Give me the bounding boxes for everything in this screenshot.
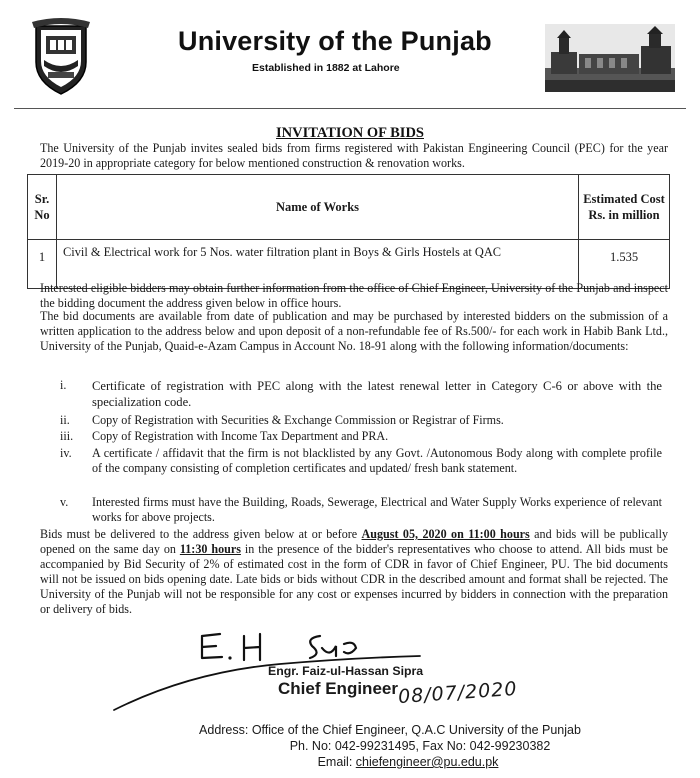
table-header-row [28, 175, 670, 240]
phone-line: Ph. No: 042-99231495, Fax No: 042-99230382 [289, 739, 551, 753]
list-item-number: iv. [60, 446, 72, 460]
list-item-number: i. [60, 378, 67, 392]
opening-time: 11:30 hours [179, 542, 241, 556]
email-line [58, 755, 700, 769]
submission-text-c: in the presence of the bidder's representatives who choose to attend. All bids must be accompanied by Bid Security of 2% of estimated cost in the form of CDR in favor of Chief Engineer, PU. The bid documents will not be issued on bids opening date. Late bids or bids without CDR in the described amount and format shall be rejected. The University of the Punjab will not be responsible for any cost or expenses incurred by bidders in connection with the preparation or delivery of bids. [40, 542, 668, 616]
submission-text-a: Bids must be delivered to the address given below at or before [40, 527, 362, 541]
university-crest-icon [30, 16, 92, 96]
university-title: University of the Punjab [178, 26, 492, 56]
signature-date: 08/07/2020 [397, 677, 519, 709]
university-building-icon [545, 24, 675, 92]
documents-paragraph: The bid documents are available from date of publication and may be purchased by interested bidders on the submission of a written application to the address below and upon deposit of a non-refundable fee of Rs.500/- for each work in Habib Bank Ltd., University of the Punjab, Quaid-e-Azam Campus in Account No. 18-91 along with the following information/documents: [40, 309, 668, 353]
list-item-number: iii. [60, 429, 74, 443]
list-item-number: v. [60, 495, 69, 509]
list-item-text: Copy of Registration with Securities & Exchange Commission or Registrar of Firms. [92, 413, 504, 427]
established-line: Established in 1882 at Lahore [252, 62, 400, 74]
list-item-number: ii. [60, 413, 70, 427]
col-name-of-works: Name of Works [57, 175, 579, 240]
address-line: Address: Office of the Chief Engineer, Q.A.C University of the Punjab [199, 723, 581, 737]
row-work-name: Civil & Electrical work for 5 Nos. water filtration plant in Boys & Girls Hostels at QAC [57, 240, 579, 289]
submission-paragraph [40, 527, 668, 617]
list-item-text: Copy of Registration with Income Tax Department and PRA. [92, 429, 389, 443]
signatory-role: Chief Engineer [278, 679, 398, 698]
header-divider [14, 108, 686, 109]
works-table [27, 174, 670, 289]
email-link[interactable]: chiefengineer@pu.edu.pk [355, 755, 499, 769]
notice-title: INVITATION OF BIDS [276, 125, 424, 141]
notice-intro: The University of the Punjab invites sealed bids from firms registered with Pakistan Engineering Council (PEC) for the year 2019-20 in appropriate category for below mentioned construction & renovation works. [40, 141, 668, 170]
row-estimated-cost: 1.535 [579, 240, 670, 289]
email-label: Email: [317, 755, 356, 769]
col-estimated-cost: Estimated Cost Rs. in million [579, 175, 670, 240]
list-item-text: Interested firms must have the Building, Roads, Sewerage, Electrical and Water Supply Works experience of relevant works for above projects. [92, 495, 662, 524]
list-item-text: Certificate of registration with PEC along with the latest renewal letter in Category C-6 or above with the specialization code. [92, 379, 662, 409]
info-paragraph: Interested eligible bidders may obtain further information from the office of Chief Engineer, University of the Punjab and inspect the bidding document the address given below in office hours. [40, 281, 668, 310]
submission-deadline: August 05, 2020 on 11:00 hours [361, 527, 530, 541]
signatory-name: Engr. Faiz-ul-Hassan Sipra [268, 664, 424, 678]
submission-text-b: and bids will be publically opened on the same day on [40, 527, 668, 556]
row-sr-no: 1 [28, 240, 57, 289]
list-item-text: A certificate / affidavit that the firm is not blacklisted by any Govt. /Autonomous Body along with complete profile of the company consisting of completion certificates and updated/ fresh bank statement. [92, 446, 662, 475]
col-sr-no: Sr. No [28, 175, 57, 240]
